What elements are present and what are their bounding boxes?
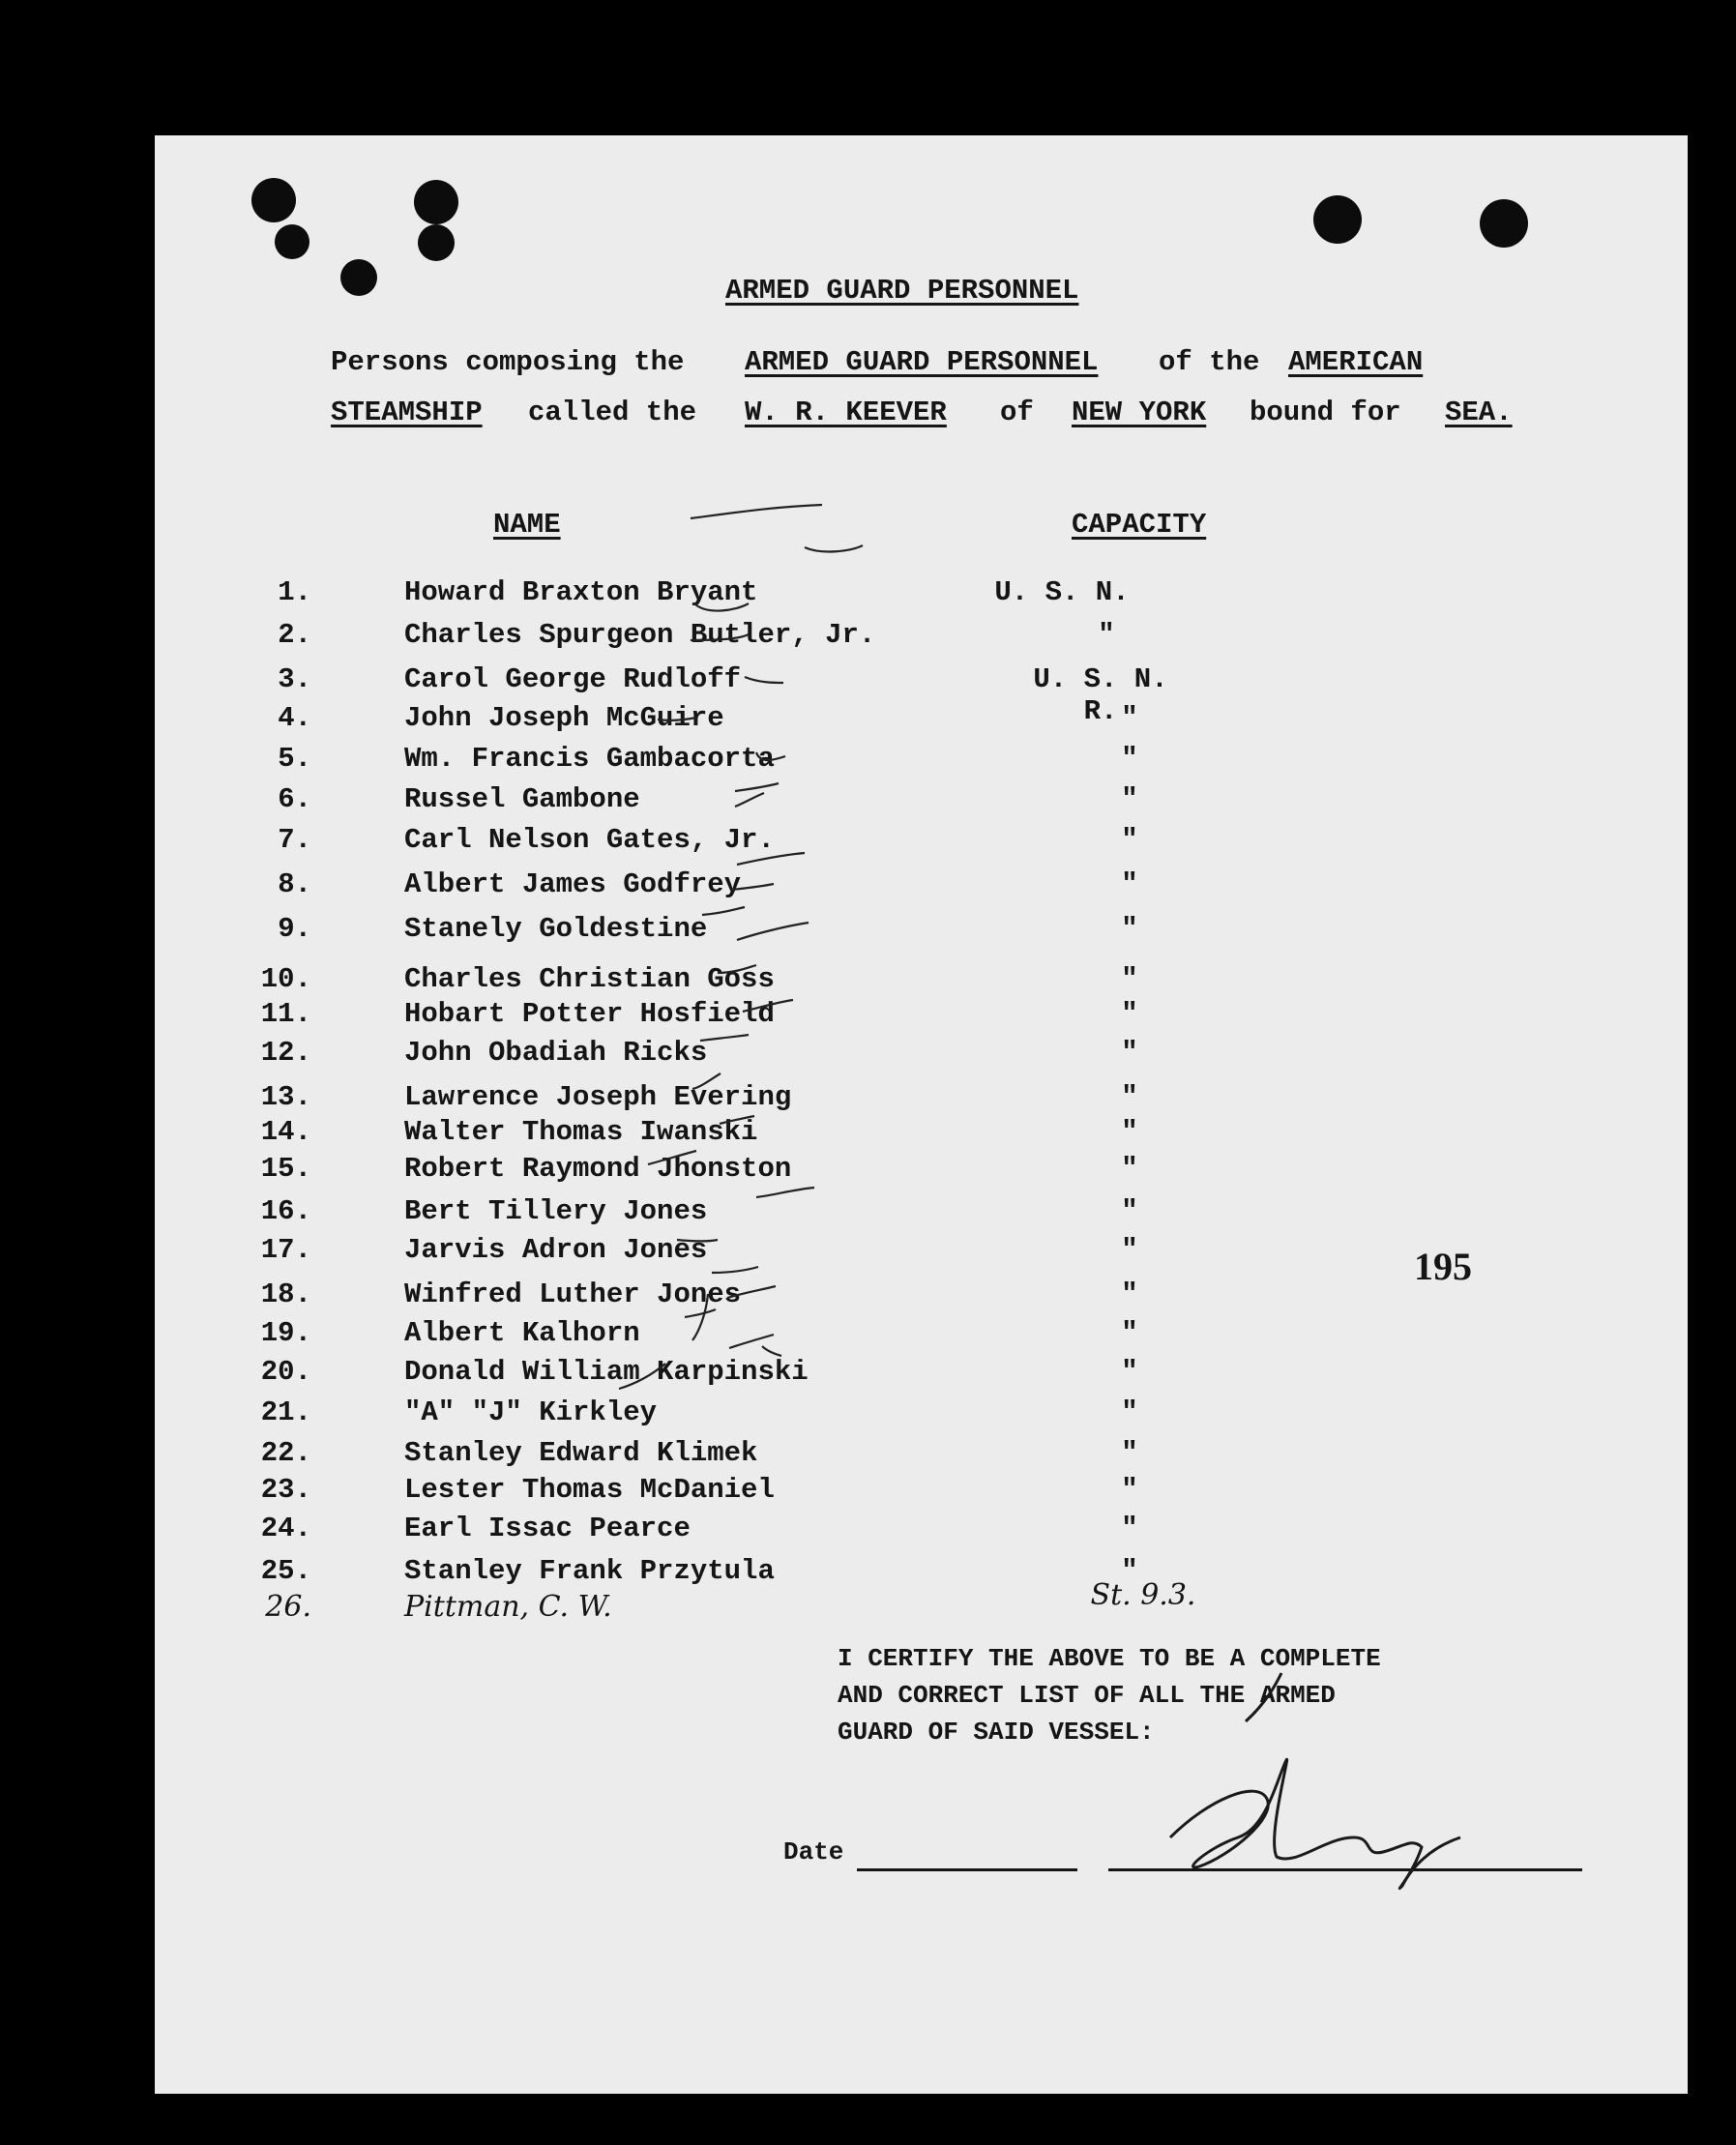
row-number: 26. [265, 1590, 311, 1624]
signature-mark [1170, 1673, 1460, 1889]
row-number: 8. [278, 868, 311, 900]
person-capacity: " [1121, 1234, 1138, 1266]
person-capacity: " [1098, 619, 1115, 651]
row-number: 6. [278, 783, 311, 815]
certification-line: GUARD OF SAID VESSEL: [838, 1718, 1155, 1747]
intro-text: bound for [1250, 397, 1401, 428]
person-name: Stanley Edward Klimek [404, 1437, 758, 1469]
row-number: 18. [260, 1278, 311, 1310]
person-name: Jarvis Adron Jones [404, 1234, 708, 1266]
person-capacity: " [1121, 702, 1138, 734]
row-number: 16. [260, 1195, 311, 1227]
handwriting-overlay [155, 135, 1688, 2094]
row-number: 21. [260, 1396, 311, 1428]
intro-vessel-type: STEAMSHIP [331, 397, 483, 428]
certification-line: AND CORRECT LIST OF ALL THE ARMED [838, 1681, 1336, 1710]
person-name: Lester Thomas McDaniel [404, 1474, 775, 1506]
person-name: Albert James Godfrey [404, 868, 742, 900]
row-number: 12. [260, 1037, 311, 1069]
person-capacity: " [1121, 824, 1138, 856]
person-name: John Joseph McGuire [404, 702, 724, 734]
date-label: Date [783, 1837, 844, 1866]
row-number: 5. [278, 743, 311, 775]
person-name: Charles Spurgeon Butler, Jr. [404, 619, 876, 651]
row-number: 10. [260, 963, 311, 995]
person-name: Stanely Goldestine [404, 913, 708, 945]
row-number: 13. [260, 1081, 311, 1113]
intro-text: Persons composing the [331, 346, 685, 378]
person-name: Pittman, C. W. [404, 1590, 612, 1624]
person-capacity: " [1121, 1474, 1138, 1506]
document-page [155, 135, 1688, 2094]
intro-text: of [1000, 397, 1034, 428]
certification-line: I CERTIFY THE ABOVE TO BE A COMPLETE [838, 1644, 1381, 1673]
vessel-name: W. R. KEEVER [745, 397, 947, 428]
person-capacity: " [1121, 743, 1138, 775]
person-name: Albert Kalhorn [404, 1317, 640, 1349]
intro-armed-guard: ARMED GUARD PERSONNEL [745, 346, 1099, 378]
page-number: 195 [1414, 1245, 1472, 1288]
row-number: 15. [260, 1153, 311, 1185]
document-title: ARMED GUARD PERSONNEL [725, 275, 1079, 307]
person-name: Walter Thomas Iwanski [404, 1116, 758, 1148]
person-name: Robert Raymond Jhonston [404, 1153, 792, 1185]
row-number: 24. [260, 1513, 311, 1544]
person-name: "A" "J" Kirkley [404, 1396, 658, 1428]
person-capacity: " [1121, 1396, 1138, 1428]
row-number: 23. [260, 1474, 311, 1506]
person-name: Wm. Francis Gambacorta [404, 743, 775, 775]
row-number: 3. [278, 663, 311, 695]
person-name: Bert Tillery Jones [404, 1195, 708, 1227]
person-name: Carl Nelson Gates, Jr. [404, 824, 775, 856]
person-name: Howard Braxton Bryant [404, 576, 758, 608]
column-header-capacity: CAPACITY [1072, 509, 1207, 541]
person-capacity: " [1121, 1081, 1138, 1113]
person-capacity: " [1121, 1513, 1138, 1544]
person-name: Lawrence Joseph Evering [404, 1081, 792, 1113]
person-name: Winfred Luther Jones [404, 1278, 742, 1310]
row-number: 20. [260, 1356, 311, 1388]
destination: SEA. [1445, 397, 1513, 428]
row-number: 22. [260, 1437, 311, 1469]
intro-text: called the [528, 397, 697, 428]
person-capacity: " [1121, 1153, 1138, 1185]
person-name: Russel Gambone [404, 783, 640, 815]
person-capacity: " [1121, 1437, 1138, 1469]
person-capacity: " [1121, 1555, 1138, 1587]
person-capacity: " [1121, 1356, 1138, 1388]
intro-text: of the [1159, 346, 1260, 378]
person-capacity: " [1121, 913, 1138, 945]
person-name: Charles Christian Goss [404, 963, 775, 995]
row-number: 19. [260, 1317, 311, 1349]
person-capacity: " [1121, 1037, 1138, 1069]
person-capacity: U. S. N. [994, 576, 1130, 608]
row-number: 2. [278, 619, 311, 651]
person-name: Donald William Karpinski [404, 1356, 809, 1388]
row-number: 1. [278, 576, 311, 608]
row-number: 11. [260, 998, 311, 1030]
person-capacity: " [1121, 1317, 1138, 1349]
row-number: 9. [278, 913, 311, 945]
person-capacity: " [1121, 783, 1138, 815]
row-number: 7. [278, 824, 311, 856]
column-header-name: NAME [493, 509, 561, 541]
intro-nationality: AMERICAN [1288, 346, 1424, 378]
port-name: NEW YORK [1072, 397, 1207, 428]
person-capacity: " [1121, 1195, 1138, 1227]
row-number: 4. [278, 702, 311, 734]
person-capacity: " [1121, 998, 1138, 1030]
person-name: John Obadiah Ricks [404, 1037, 708, 1069]
row-number: 25. [260, 1555, 311, 1587]
row-number: 17. [260, 1234, 311, 1266]
person-capacity: U. S. N. R. [1033, 663, 1168, 727]
person-capacity: " [1121, 963, 1138, 995]
person-capacity: " [1121, 868, 1138, 900]
person-name: Carol George Rudloff [404, 663, 742, 695]
person-capacity: " [1121, 1116, 1138, 1148]
person-name: Hobart Potter Hosfield [404, 998, 775, 1030]
person-capacity: " [1121, 1278, 1138, 1310]
check-marks [619, 505, 863, 1389]
person-name: Earl Issac Pearce [404, 1513, 691, 1544]
row-number: 14. [260, 1116, 311, 1148]
person-capacity: St. 9.3. [1090, 1578, 1196, 1612]
person-name: Stanley Frank Przytula [404, 1555, 775, 1587]
